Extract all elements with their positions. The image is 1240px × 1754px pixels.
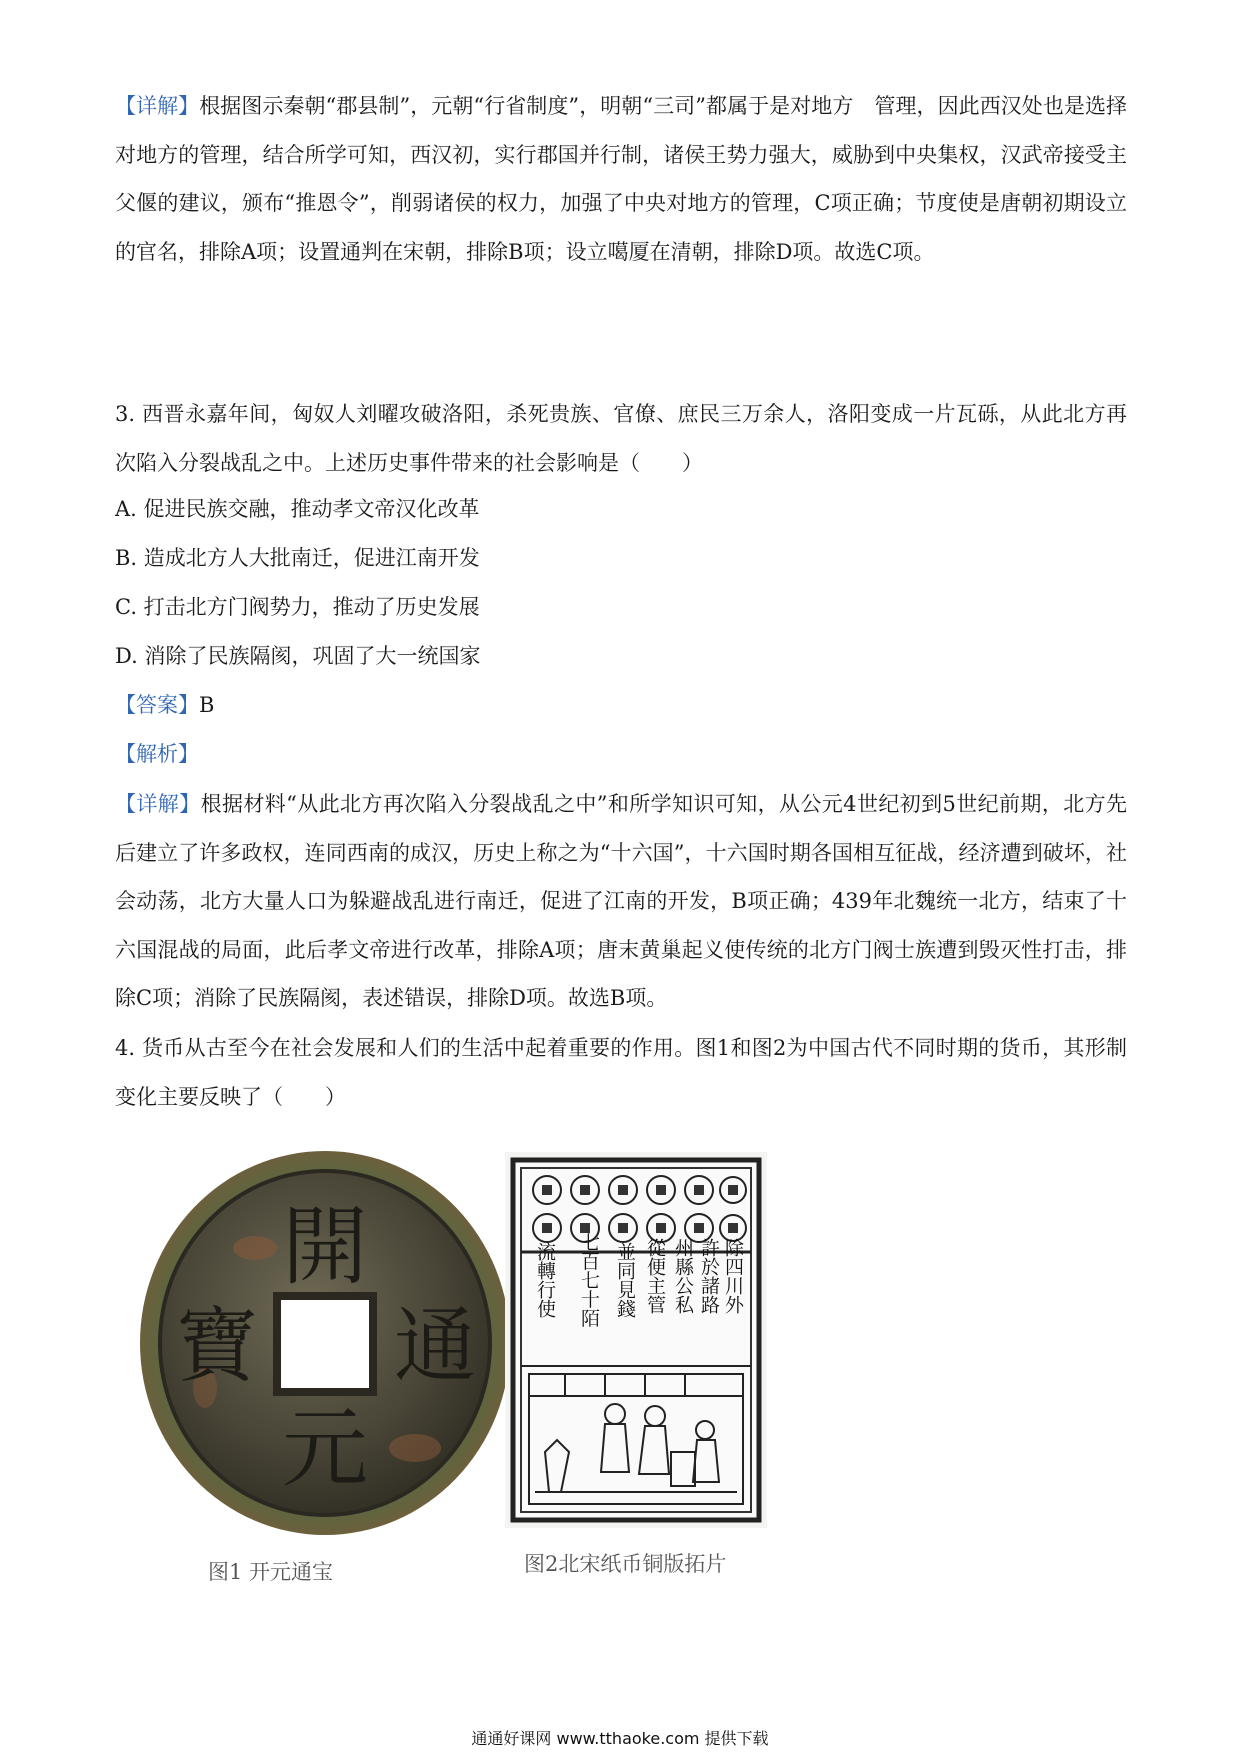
q3-option-c: C. 打击北方门阀势力，推动了历史发展 <box>115 595 480 619</box>
coin-char-bottom: 元 <box>282 1399 368 1499</box>
coin-char-left: 寶 <box>175 1299 259 1394</box>
note-column-5: 並同見錢 <box>614 1242 636 1318</box>
note-column-1: 除四川外 <box>722 1238 744 1314</box>
q4-stem: 4. 货币从古至今在社会发展和人们的生活中起着重要的作用。图1和图2为中国古代不同时期的货币，其形制变化主要反映了（ ） <box>115 1036 1127 1109</box>
q3-analysis-tag: 【解析】 <box>115 742 199 766</box>
q3-answer-value: B <box>199 693 215 717</box>
jiaozi-rubbing-image <box>505 1152 767 1528</box>
page-footer: 通通好课网 www.tthaoke.com 提供下载 <box>471 1729 769 1748</box>
q3-option-b: B. 造成北方人大批南迁，促进江南开发 <box>115 546 480 570</box>
q3-option-a: A. 促进民族交融，推动孝文帝汉化改革 <box>115 497 480 521</box>
note-column-6: 七百七十陌 <box>578 1232 600 1328</box>
q2-detail-paragraph <box>115 82 1127 276</box>
note-column-3: 州縣公私 <box>672 1238 694 1314</box>
figure-1-caption: 图1 开元通宝 <box>208 1560 334 1584</box>
coin-char-right: 通 <box>393 1299 477 1394</box>
q3-option-d: D. 消除了民族隔阂，巩固了大一统国家 <box>115 644 481 668</box>
kaiyuan-coin-image <box>135 1148 515 1538</box>
note-column-2: 許於諸路 <box>698 1238 720 1314</box>
coin-char-top: 開 <box>282 1197 368 1297</box>
q3-detail-tag: 【详解】 <box>115 792 201 816</box>
q3-detail-paragraph <box>115 780 1127 1023</box>
q3-answer-line <box>115 690 214 720</box>
note-column-4: 從便主管 <box>644 1238 666 1314</box>
q2-detail-tag: 【详解】 <box>115 94 200 118</box>
figure-2-caption: 图2北宋纸币铜版拓片 <box>524 1552 727 1576</box>
figure-2-banknote <box>505 1152 767 1528</box>
q3-answer-tag: 【答案】 <box>115 693 199 717</box>
note-column-7: 流轉行使 <box>534 1242 556 1318</box>
figure-1-coin <box>135 1148 515 1538</box>
q3-stem: 3. 西晋永嘉年间，匈奴人刘曜攻破洛阳，杀死贵族、官僚、庶民三万余人，洛阳变成一片瓦砾，从此北方再次陷入分裂战乱之中。上述历史事件带来的社会影响是（ ） <box>115 402 1127 475</box>
q3-detail-text: 根据材料“从此北方再次陷入分裂战乱之中”和所学知识可知，从公元4世纪初到5世纪前期，北方先后建立了许多政权，连同西南的成汉，历史上称之为“十六国”，十六国时期各国相互征战，经济遭到破坏，社会动荡，北方大量人口为躲避战乱进行南迁，促进了江南的开发，B项正确；439年北魏统一北方，结束了十六国混战的局面，此后孝文帝进行改革，排除A项；唐末黄巢起义使传统的北方门阀士族遭到毁灭性打击，排除C项；消除了民族隔阂，表述错误，排除D项。故选B项。 <box>115 792 1127 1010</box>
q2-detail-text: 根据图示秦朝“郡县制”，元朝“行省制度”，明朝“三司”都属于是对地方 管理，因此西汉处也是选择对地方的管理，结合所学可知，西汉初，实行郡国并行制，诸侯王势力强大，威胁到中央集权，汉武帝接受主父偃的建议，颁布“推恩令”，削弱诸侯的权力，加强了中央对地方的管理，C项正确；节度使是唐朝初期设立的官名，排除A项；设置通判在宋朝，排除B项；设立噶厦在清朝，排除D项。故选C项。 <box>115 94 1128 264</box>
q3-analysis-line <box>115 739 199 769</box>
